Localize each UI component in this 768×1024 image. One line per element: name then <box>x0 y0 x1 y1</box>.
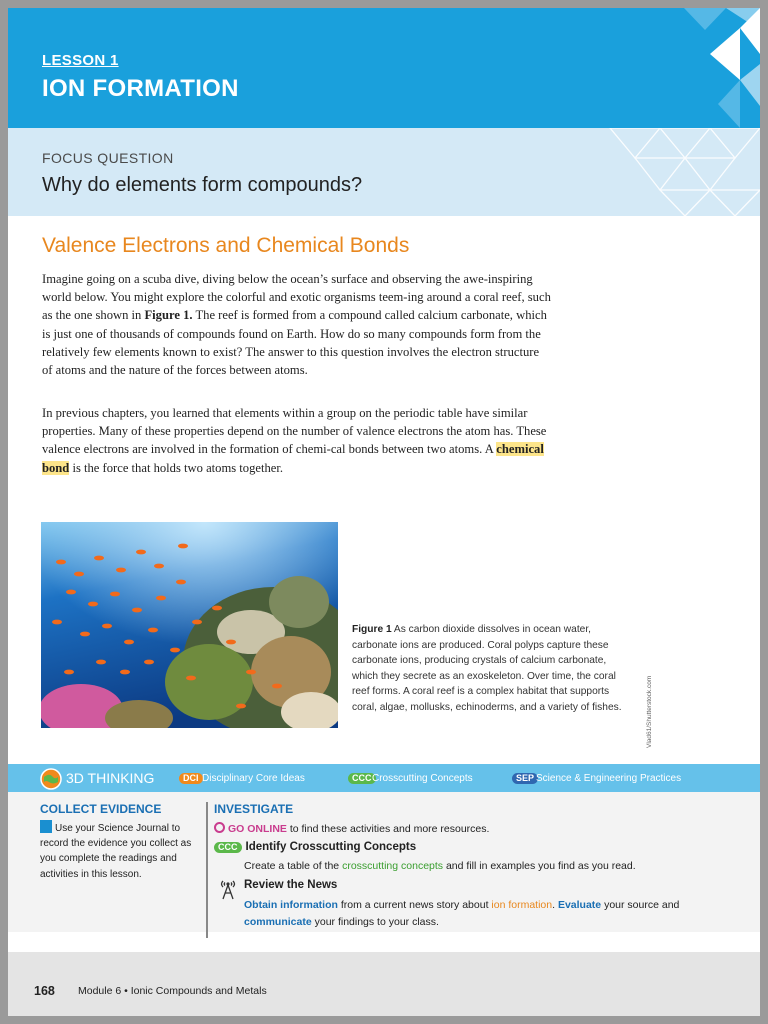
ccc-badge: CCC <box>214 842 242 853</box>
triangle-outline-pattern-icon <box>590 128 760 216</box>
paragraph-1 <box>42 270 552 379</box>
identify-body <box>244 860 636 872</box>
paragraph-1-text-b: The reef is formed from a compound called calcium carbonate, which is just one of thousands of compounds found on Earth. How do so many compounds form from the relatively few elements known to exist? The answer to this question involves the electron structure of atoms and the nature of the forces between atoms. <box>42 308 547 378</box>
paragraph-2-text-b: is the force that holds two atoms together. <box>69 460 284 475</box>
focus-question-band <box>8 128 760 216</box>
figure-caption-text: As carbon dioxide dissolves in ocean water, carbonate ions are produced. Coral polyps capture these carbonate ions, producing crystals of calcium carbonate, which they secrete as an exoskeleton. Over time, the coral reef forms. A coral reef is a complex habitat that supports coral, algae, mollusks, echinoderms, and a variety of fishes. <box>352 624 622 713</box>
go-online-link[interactable]: GO ONLINE <box>228 823 287 835</box>
go-online-text: to find these activities and more resources. <box>286 823 490 835</box>
paragraph-2-text-a: In previous chapters, you learned that elements within a group on the periodic table have similar properties. Many of these properties depend on the number of valence electrons the atom has. These valence electrons are involved in the formation of chemi-cal bonds between two atoms. A <box>42 406 547 457</box>
lesson-header <box>8 8 760 128</box>
identify-title-line <box>214 841 416 853</box>
lesson-title: ION FORMATION <box>42 75 239 102</box>
obtain-information-link[interactable]: Obtain information <box>244 899 338 911</box>
coral-reef-photo <box>41 522 338 728</box>
figure-label: Figure 1 <box>352 624 392 635</box>
focus-question: Why do elements form compounds? <box>42 174 363 196</box>
broadcast-tower-icon <box>218 877 238 901</box>
ccc-tag: CCC <box>348 773 376 784</box>
dci-label: Disciplinary Core Ideas <box>202 773 305 784</box>
section-title: Valence Electrons and Chemical Bonds <box>42 234 410 257</box>
news-body <box>244 897 704 931</box>
globe-icon <box>40 768 62 790</box>
news-text-2: . <box>552 899 558 911</box>
paragraph-2 <box>42 404 552 477</box>
identify-text-a: Create a table of the <box>244 860 343 872</box>
communicate-link[interactable]: communicate <box>244 916 312 928</box>
highlighted-term: chemical bond <box>42 442 544 475</box>
ion-formation-link[interactable]: ion formation <box>491 899 553 911</box>
identify-text-b: and fill in examples you find as you read. <box>443 860 636 872</box>
dci-tag: DCI <box>179 773 203 784</box>
go-online-line <box>214 822 489 835</box>
page-footer <box>8 952 760 1016</box>
column-divider <box>206 802 208 938</box>
news-text-1: from a current news story about <box>337 899 492 911</box>
sep-label: Science & Engineering Practices <box>536 773 682 784</box>
module-title: Module 6 • Ionic Compounds and Metals <box>78 985 267 997</box>
figure-caption <box>352 622 634 715</box>
sep-tag: SEP <box>512 773 538 784</box>
news-text-4: your findings to your class. <box>311 916 439 928</box>
lesson-label: LESSON 1 <box>42 52 119 69</box>
ccc-label: Crosscutting Concepts <box>372 773 473 784</box>
crosscutting-concepts-link[interactable]: crosscutting concepts <box>342 860 444 872</box>
collect-evidence-text: Use your Science Journal to record the evidence you collect as you complete the readings and activities in this lesson. <box>40 823 192 880</box>
figure-reference: Figure 1. <box>144 308 193 323</box>
collect-evidence-body <box>40 820 200 882</box>
textbook-page <box>8 8 760 1016</box>
triangle-pattern-icon <box>640 8 760 128</box>
identify-title: Identify Crosscutting Concepts <box>245 841 417 853</box>
focus-label: FOCUS QUESTION <box>42 150 174 166</box>
news-text-3: your source and <box>601 899 680 911</box>
page-number: 168 <box>34 984 55 998</box>
photo-credit: Vlad61/Shutterstock.com <box>646 675 653 748</box>
collect-evidence-heading: COLLECT EVIDENCE <box>40 802 162 816</box>
3d-thinking-title: 3D THINKING <box>66 770 155 786</box>
go-online-icon <box>214 822 225 833</box>
news-title: Review the News <box>244 879 338 891</box>
evaluate-link[interactable]: Evaluate <box>557 899 602 911</box>
paragraph-1-text-a: Imagine going on a scuba dive, diving below the ocean’s surface and observing the awe-inspiring world below. You might explore the colorful and exotic organisms teem-ing around a coral reef, such as the one shown in <box>42 272 551 323</box>
news-title-line <box>244 879 337 891</box>
investigate-heading: INVESTIGATE <box>214 802 294 816</box>
journal-icon <box>40 820 52 833</box>
